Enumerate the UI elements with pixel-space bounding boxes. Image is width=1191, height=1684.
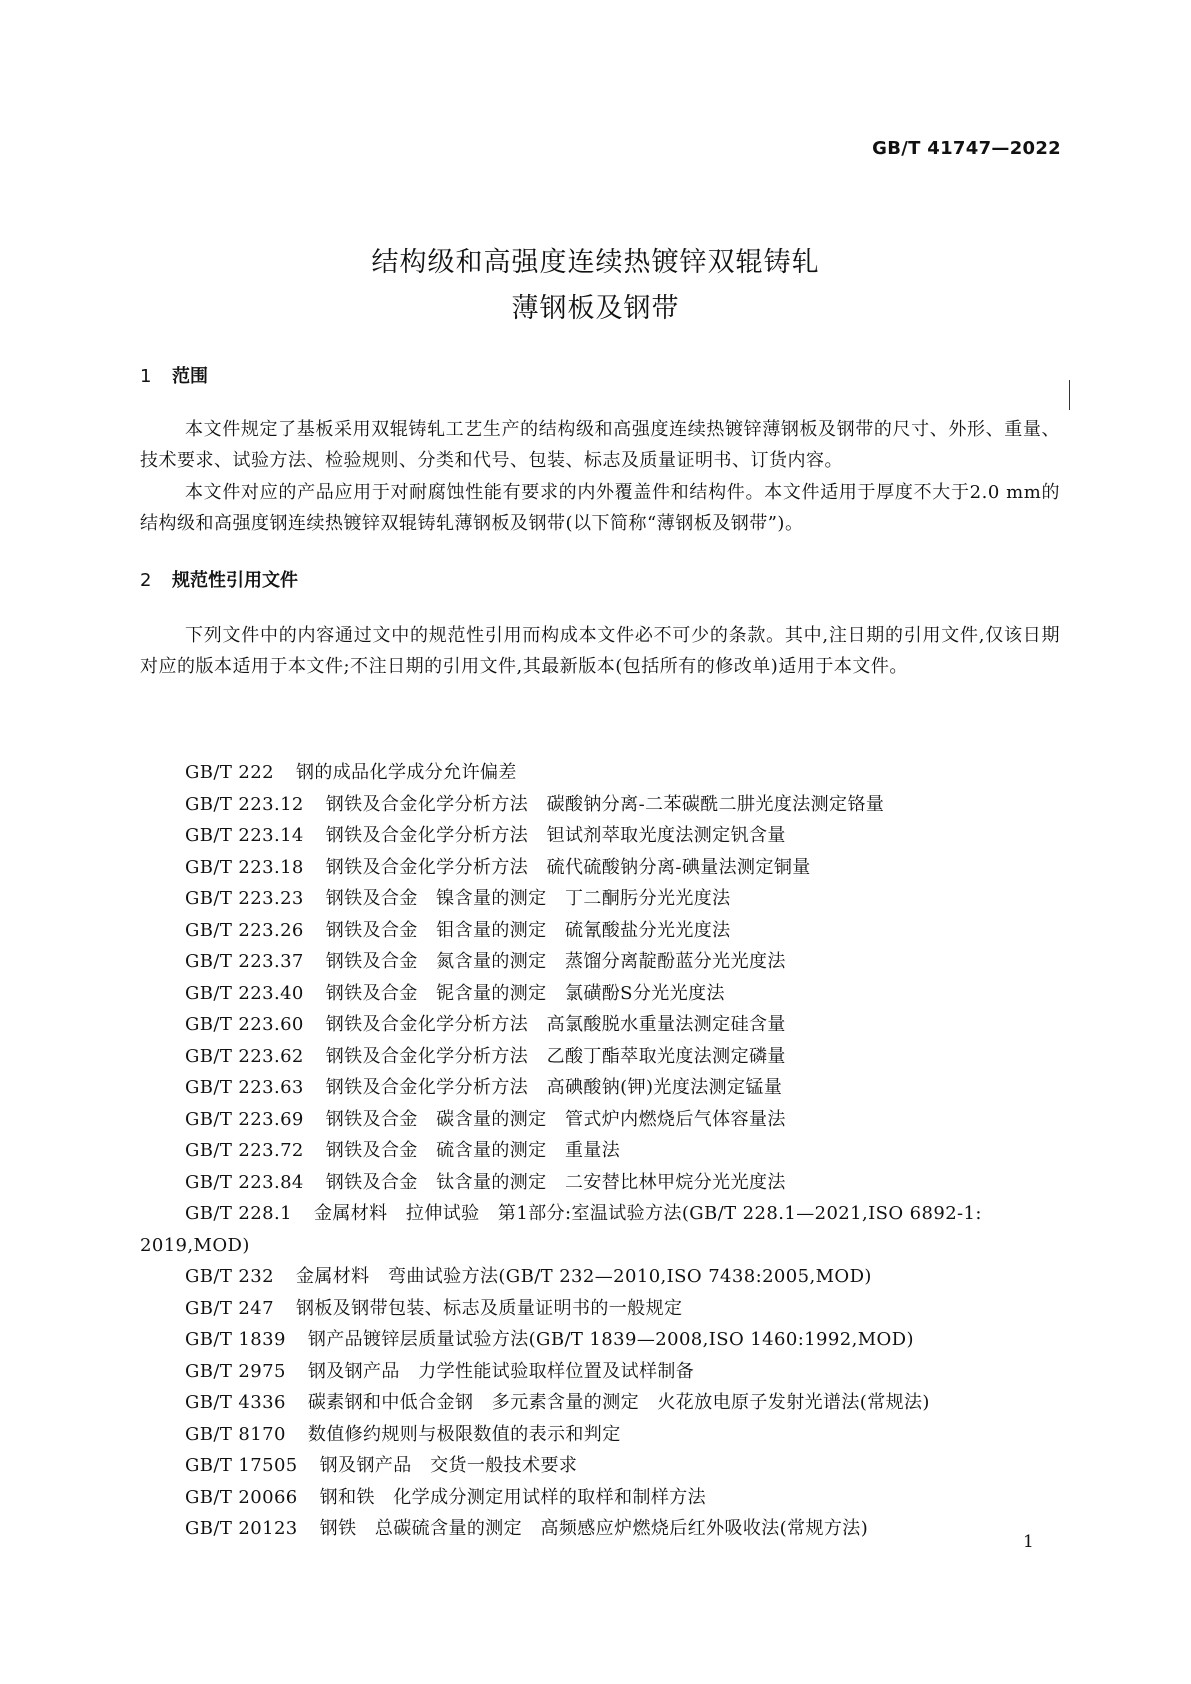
reference-code: GB/T 223.37 — [185, 951, 304, 972]
reference-item — [140, 1167, 1060, 1199]
reference-code: GB/T 223.72 — [185, 1140, 304, 1161]
reference-item — [140, 1009, 1060, 1041]
reference-item — [140, 978, 1060, 1010]
reference-title: 金属材料 拉伸试验 第1部分:室温试验方法(GB/T 228.1—2021,ISO 6892-1: — [313, 1203, 982, 1224]
reference-code: GB/T 2975 — [185, 1360, 286, 1382]
reference-item — [140, 1419, 1060, 1451]
reference-continuation: 2019,MOD) — [140, 1234, 250, 1256]
reference-item — [140, 946, 1060, 978]
reference-title: 碳素钢和中低合金钢 多元素含量的测定 火花放电原子发射光谱法(常规法) — [307, 1392, 930, 1413]
section-2-heading — [140, 566, 298, 592]
reference-code: GB/T 1839 — [185, 1329, 286, 1350]
reference-code: GB/T 20123 — [185, 1518, 298, 1539]
reference-code: GB/T 4336 — [185, 1392, 286, 1413]
page-number: 1 — [1023, 1532, 1034, 1552]
reference-item — [140, 852, 1060, 884]
reference-title: 钢铁及合金 钛含量的测定 二安替比林甲烷分光光度法 — [325, 1171, 786, 1193]
section-2-title: 规范性引用文件 — [172, 570, 298, 591]
reference-title: 金属材料 弯曲试验方法(GB/T 232—2010,ISO 7438:2005,MOD) — [295, 1266, 872, 1287]
reference-item — [140, 1072, 1060, 1104]
section-1-number: 1 — [140, 366, 152, 387]
reference-title: 钢铁及合金化学分析方法 碳酸钠分离-二苯碳酰二肼光度法测定铬量 — [325, 793, 885, 815]
reference-title: 钢及钢产品 力学性能试验取样位置及试样制备 — [307, 1360, 695, 1382]
reference-title: 钢铁及合金化学分析方法 乙酸丁酯萃取光度法测定磷量 — [325, 1045, 786, 1067]
reference-item — [140, 820, 1060, 852]
reference-code: GB/T 223.26 — [185, 919, 304, 941]
reference-code: GB/T 222 — [185, 762, 274, 783]
scope-paragraph-2: 本文件对应的产品应用于对耐腐蚀性能有要求的内外覆盖件和结构件。本文件适用于厚度不大于2.0 mm的结构级和高强度钢连续热镀锌双辊铸轧薄钢板及钢带(以下简称“薄钢板及钢带”)。 — [140, 482, 1060, 534]
reference-title: 钢铁及合金 镍含量的测定 丁二酮肟分光光度法 — [325, 888, 731, 909]
reference-item — [140, 1450, 1060, 1482]
reference-code: GB/T 223.69 — [185, 1108, 304, 1130]
reference-code: GB/T 223.14 — [185, 825, 304, 846]
reference-item — [140, 789, 1060, 821]
standard-number: GB/T 41747—2022 — [872, 138, 1061, 159]
reference-title: 钢铁及合金化学分析方法 硫代硫酸钠分离-碘量法测定铜量 — [325, 856, 811, 878]
reference-code: GB/T 20066 — [185, 1486, 298, 1508]
reference-item — [140, 1198, 1060, 1230]
reference-item — [140, 1261, 1060, 1293]
reference-title: 钢产品镀锌层质量试验方法(GB/T 1839—2008,ISO 1460:1992,MOD) — [307, 1329, 914, 1350]
margin-marker — [1069, 380, 1070, 410]
reference-title: 钢铁及合金 铌含量的测定 氯磺酚S分光光度法 — [325, 982, 725, 1004]
title-line-1: 结构级和高强度连续热镀锌双辊铸轧 — [371, 247, 820, 278]
reference-title: 钢铁及合金 氮含量的测定 蒸馏分离靛酚蓝分光光度法 — [325, 951, 786, 972]
reference-item — [140, 1041, 1060, 1073]
scope-paragraph-1: 本文件规定了基板采用双辊铸轧工艺生产的结构级和高强度连续热镀锌薄钢板及钢带的尺寸、外形、重量、技术要求、试验方法、检验规则、分类和代号、包装、标志及质量证明书、订货内容。 — [140, 419, 1060, 471]
reference-code: GB/T 228.1 — [185, 1203, 292, 1224]
section-1-title: 范围 — [172, 366, 208, 387]
reference-code: GB/T 223.62 — [185, 1045, 304, 1067]
reference-item — [140, 1482, 1060, 1514]
reference-title: 钢铁及合金 钼含量的测定 硫氰酸盐分光光度法 — [325, 919, 731, 941]
reference-item — [140, 757, 1060, 789]
reference-title: 钢铁及合金化学分析方法 钽试剂萃取光度法测定钒含量 — [325, 825, 786, 846]
reference-item — [140, 1293, 1060, 1325]
section-1-heading — [140, 362, 208, 388]
reference-title: 数值修约规则与极限数值的表示和判定 — [307, 1423, 621, 1445]
reference-code: GB/T 223.23 — [185, 888, 304, 909]
reference-item — [140, 883, 1060, 915]
reference-title: 钢铁及合金 碳含量的测定 管式炉内燃烧后气体容量法 — [325, 1108, 786, 1130]
reference-item — [140, 1324, 1060, 1356]
references-intro: 下列文件中的内容通过文中的规范性引用而构成本文件必不可少的条款。其中,注日期的引用文件,仅该日期对应的版本适用于本文件;不注日期的引用文件,其最新版本(包括所有的修改单)适用于本文件。 — [140, 625, 1060, 677]
reference-code: GB/T 232 — [185, 1266, 274, 1287]
reference-title: 钢和铁 化学成分测定用试样的取样和制样方法 — [319, 1486, 707, 1508]
reference-title: 钢铁及合金化学分析方法 高碘酸钠(钾)光度法测定锰量 — [325, 1077, 783, 1098]
reference-code: GB/T 247 — [185, 1297, 274, 1319]
reference-title: 钢铁及合金 硫含量的测定 重量法 — [325, 1140, 621, 1161]
reference-item — [140, 915, 1060, 947]
reference-title: 钢及钢产品 交货一般技术要求 — [319, 1455, 578, 1476]
reference-title: 钢板及钢带包装、标志及质量证明书的一般规定 — [295, 1297, 683, 1319]
reference-item — [140, 1135, 1060, 1167]
reference-list — [140, 757, 1060, 1545]
reference-item — [140, 1513, 1060, 1545]
reference-code: GB/T 17505 — [185, 1455, 298, 1476]
title-line-2: 薄钢板及钢带 — [511, 293, 680, 324]
reference-code: GB/T 223.63 — [185, 1077, 304, 1098]
section-2-number: 2 — [140, 570, 152, 591]
reference-item — [140, 1356, 1060, 1388]
reference-title: 钢的成品化学成分允许偏差 — [295, 762, 517, 783]
reference-code: GB/T 223.84 — [185, 1171, 304, 1193]
reference-item — [140, 1104, 1060, 1136]
reference-code: GB/T 223.18 — [185, 856, 304, 878]
reference-code: GB/T 223.40 — [185, 982, 304, 1004]
reference-code: GB/T 223.12 — [185, 793, 304, 815]
reference-code: GB/T 8170 — [185, 1423, 286, 1445]
reference-title: 钢铁 总碳硫含量的测定 高频感应炉燃烧后红外吸收法(常规方法) — [319, 1518, 869, 1539]
reference-item-continuation — [140, 1230, 1060, 1262]
document-title — [0, 240, 1191, 332]
reference-item — [140, 1387, 1060, 1419]
reference-code: GB/T 223.60 — [185, 1014, 304, 1035]
reference-title: 钢铁及合金化学分析方法 高氯酸脱水重量法测定硅含量 — [325, 1014, 786, 1035]
